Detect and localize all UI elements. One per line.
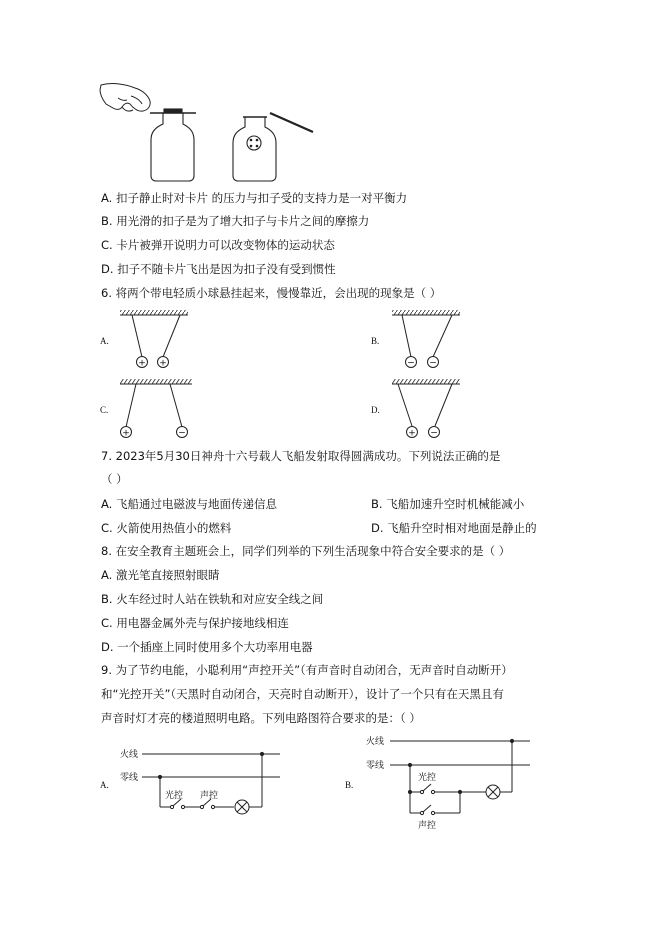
q9-b-live-label: 火线: [366, 737, 385, 747]
q6-c-right-charge: −: [178, 428, 186, 439]
q6-a-left-charge: +: [138, 358, 146, 369]
q6-label-b: B.: [371, 336, 380, 346]
q9-label-b: B.: [345, 780, 354, 790]
q6-label-d: D.: [371, 405, 380, 415]
q7-option-c: C. 火箭使用热值小的燃料: [101, 521, 232, 535]
q8-option-d: D. 一个插座上同时使用多个大功率用电器: [101, 640, 313, 654]
q5-option-d: D. 扣子不随卡片飞出是因为扣子没有受到惯性: [101, 262, 336, 276]
q9-stem-line-1: 9. 为了节约电能，小聪利用“声控开关”（有声音时自动闭合，无声音时自动断开）: [101, 663, 513, 677]
q8-option-a: A. 激光笔直接照射眼睛: [101, 568, 220, 582]
q9-stem-line-2: 和“光控开关”（天黑时自动闭合，天亮时自动断开），设计了一个只有在天黑且有: [101, 687, 504, 701]
q6-b-right-charge: −: [429, 358, 437, 369]
q9-b-sound-switch-label: 声控: [418, 821, 437, 831]
q9-circuit-b: [390, 739, 530, 814]
q8-stem: 8. 在安全教育主题班会上，同学们列举的下列生活现象中符合安全要求的是（ ）: [101, 544, 511, 558]
q6-label-c: C.: [100, 405, 109, 415]
q8-option-b: B. 火车经过时人站在铁轨和对应安全线之间: [101, 592, 324, 606]
q7-option-b: B. 飞船加速升空时机械能减小: [371, 497, 525, 511]
q9-label-a: A.: [100, 780, 109, 790]
q6-d-right-charge: −: [430, 428, 438, 439]
q9-b-neutral-label: 零线: [366, 761, 385, 771]
q7-option-a: A. 飞船通过电磁波与地面传递信息: [101, 497, 277, 511]
q5-option-b: B. 用光滑的扣子是为了增大扣子与卡片之间的摩擦力: [101, 214, 370, 228]
q7-stem: 7. 2023年5月30日神舟十六号载人飞船发射取得圆满成功。下列说法正确的是: [101, 449, 501, 463]
q9-a-live-label: 火线: [120, 750, 139, 760]
q5-option-c: C. 卡片被弹开说明力可以改变物体的运动状态: [101, 238, 335, 252]
q9-circuit-a: [142, 752, 280, 814]
q8-option-c: C. 用电器金属外壳与保护接地线相连: [101, 616, 289, 630]
q7-option-d: D. 飞船升空时相对地面是静止的: [371, 521, 537, 535]
q9-stem-line-3: 声音时灯才亮的楼道照明电路。下列电路图符合要求的是：（ ）: [101, 711, 421, 725]
q9-a-neutral-label: 零线: [120, 773, 139, 783]
q6-label-a: A.: [100, 336, 109, 346]
q9-a-sound-switch-label: 声控: [200, 791, 219, 801]
q6-a-right-charge: +: [159, 358, 167, 369]
q9-b-light-switch-label: 光控: [418, 773, 437, 783]
q6-stem: 6. 将两个带电轻质小球悬挂起来，慢慢靠近，会出现的现象是（ ）: [101, 286, 442, 300]
q6-b-left-charge: −: [407, 358, 415, 369]
q6-d-left-charge: +: [408, 428, 416, 439]
q5-option-a: A. 扣子静止时对卡片 的压力与扣子受的支持力是一对平衡力: [101, 191, 408, 205]
q6-c-left-charge: +: [122, 428, 130, 439]
q9-a-light-switch-label: 光控: [165, 791, 184, 801]
q7-answer-paren: （ ）: [101, 472, 128, 486]
